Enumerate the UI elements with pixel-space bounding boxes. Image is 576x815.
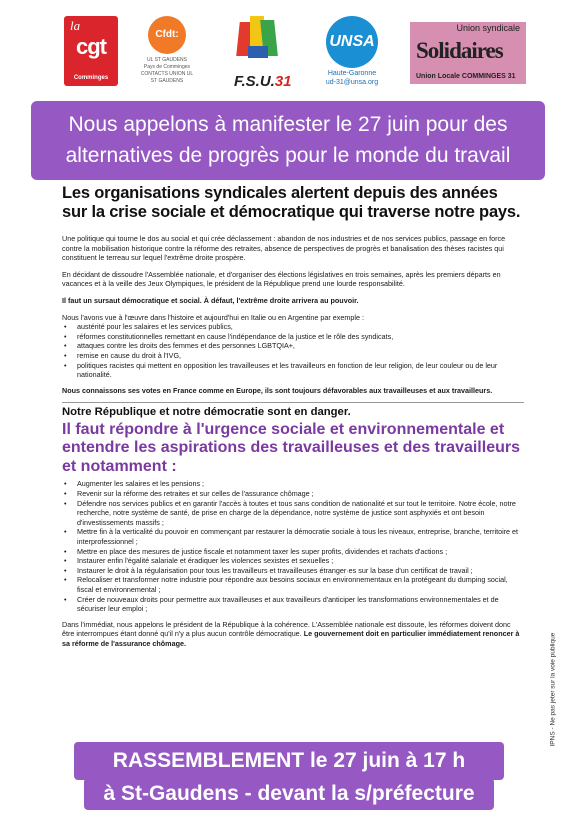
- demands-heading: Il faut répondre à l'urgence sociale et environnementale et entendre les aspirations des travailleuses et des travailleurs et notamment :: [62, 420, 520, 475]
- cgt-logo-name: cgt: [76, 34, 106, 59]
- solidaires-logo: [410, 22, 526, 84]
- list-item: • Créer de nouveaux droits pour permettre aux travailleuses et aux travailleurs d'anticiper les transformations environnementales et de sécuriser leur emploi ;: [77, 595, 524, 614]
- headline-banner: Nous appelons à manifester le 27 juin pour des alternatives de progrès pour le monde du travail: [31, 101, 545, 180]
- cfdt-logo: [140, 16, 194, 88]
- closing-text: Dans l'immédiat, nous appelons le président de la République à la cohérence. L'Assemblée nationale est dissoute, les réformes doivent donc être interrompues étant donné qu'il n'y a plus aucun contrôle démocratique.: [62, 619, 511, 639]
- list-item: • réformes constitutionnelles remettant en cause l'indépendance de la justice et le rôle des syndicats,: [77, 332, 524, 342]
- fsu-logo-text: [234, 73, 292, 90]
- votes-text: Nous connaissons ses votes en France comme en Europe, ils sont toujours défavorables aux travailleuses et aux travailleurs.: [62, 385, 493, 395]
- list-item: • politiques racistes qui mettent en opposition les travailleuses et les travailleurs en fonction de leur religion, de leur couleur ou de leur nationalité.: [77, 361, 524, 380]
- cfdt-logo-text: [140, 57, 194, 85]
- list-item: • Mettre fin à la verticalité du pouvoir en commençant par restaurer la démocratie sociale à tous les niveaux, entreprise, branche, territoire et interprofessionnel ;: [77, 527, 524, 546]
- cfdt-line: UL ST GAUDENS: [146, 57, 187, 63]
- unsa-logo-circle: UNSA: [326, 16, 378, 68]
- demands-list: [62, 479, 524, 613]
- cfdt-line: ST GAUDENS: [150, 78, 184, 84]
- solidaires-union: Union syndicale: [456, 23, 520, 33]
- paragraph: Une politique qui tourne le dos au social et qui crée déclassement : abandon de nos industries et de nos services publics, passage en force contre la mobilisation historique contre la réforme des retraites, absence de perspectives de progrès et banalisation des thèses racistes qui constituent le terreau sur lequel l'extrême droite prospère.: [62, 234, 506, 263]
- fsu-number: 31: [274, 73, 292, 90]
- list-item: • attaques contre les droits des femmes et des personnes LGBTQIA+,: [77, 341, 524, 351]
- unsa-logo: [320, 16, 384, 90]
- list-item: • Instaurer enfin l'égalité salariale et éradiquer les violences sexistes et sexuelles ;: [77, 556, 524, 566]
- threat-list: [62, 322, 524, 380]
- paragraph-bold: [62, 296, 524, 306]
- fsu-u-graphic: [238, 16, 278, 66]
- list-item: • Mettre en place des mesures de justice fiscale et notamment taxer les super profits, dividendes et rachats d'actions ;: [77, 547, 524, 557]
- fsu-prefix: F.S.U.: [234, 73, 275, 90]
- list-item: • Revenir sur la réforme des retraites et sur celles de l'assurance chômage ;: [77, 489, 524, 499]
- section-heading: Notre République et notre démocratie sont en danger.: [62, 406, 351, 419]
- cfdt-logo-badge: Cfdt:: [148, 16, 186, 54]
- side-note-text: IPNS - Ne pas jeter sur la voie publique: [549, 632, 557, 747]
- fsu-logo: [234, 16, 304, 90]
- cgt-logo: [64, 16, 118, 86]
- solidaires-name: Solidaires: [416, 38, 503, 63]
- list-item: • Défendre nos services publics et en garantir l'accès à toutes et tous sans condition de nationalité et sur tout le territoire. Notre école, notre recherche, notre système de santé, de prise en charge de la dépendance, notre système de justice sont asphyxiés et ont besoin d'investissements massifs ;: [77, 499, 524, 528]
- solidaires-local: Union Locale COMMINGES 31: [416, 73, 516, 80]
- cfdt-line: Pays de Comminges: [143, 64, 191, 70]
- divider: [62, 402, 524, 403]
- rally-banner-time: RASSEMBLEMENT le 27 juin à 17 h: [74, 742, 504, 780]
- unsa-email: ud-31@unsa.org: [325, 79, 379, 86]
- list-item: • austérité pour les salaires et les services publics,: [77, 322, 524, 332]
- sursaut-text: Il faut un sursaut démocratique et social. À défaut, l'extrême droite arrivera au pouvoir.: [62, 295, 359, 305]
- list-item: • remise en cause du droit à l'IVG,: [77, 351, 524, 361]
- list-item: • Instaurer le droit à la régularisation pour tous les travailleurs et travailleuses étranger·es sur la base d'un certificat de travail ;: [77, 566, 524, 576]
- page-title: Les organisations syndicales alertent depuis des années sur la crise sociale et démocratique qui traverse notre pays.: [62, 184, 521, 221]
- closing-bold: Le gouvernement doit en particulier immédiatement renoncer à sa réforme de l'assurance chômage.: [62, 629, 520, 648]
- closing-paragraph: [62, 620, 524, 649]
- paragraph: Nous l'avons vue à l'œuvre dans l'histoire et aujourd'hui en Italie ou en Argentine par exemple :: [62, 312, 364, 322]
- unsa-region: Haute-Garonne: [327, 70, 377, 77]
- paragraph-bold: [62, 386, 524, 396]
- main-text: [62, 184, 524, 656]
- logo-strip: [0, 14, 576, 94]
- side-note: [546, 620, 560, 750]
- list-item: • Augmenter les salaires et les pensions ;: [77, 479, 524, 489]
- paragraph: En décidant de dissoudre l'Assemblée nationale, et d'organiser des élections législatives en trois semaines, après les premiers départs en vacances et à la veille des Jeux Olympiques, le président de la République prend une lourde responsabilité.: [62, 269, 501, 289]
- cfdt-line: CONTACTS UNION UL: [140, 71, 194, 77]
- cgt-logo-sub: Comminges: [73, 75, 109, 81]
- rally-banner-place: à St-Gaudens - devant la s/préfecture: [84, 778, 494, 810]
- list-item: • Relocaliser et transformer notre industrie pour répondre aux besoins sociaux en environnementaux en la protégeant du dumping social, fiscal et environnemental ;: [77, 575, 524, 594]
- cgt-logo-la: la: [70, 18, 81, 33]
